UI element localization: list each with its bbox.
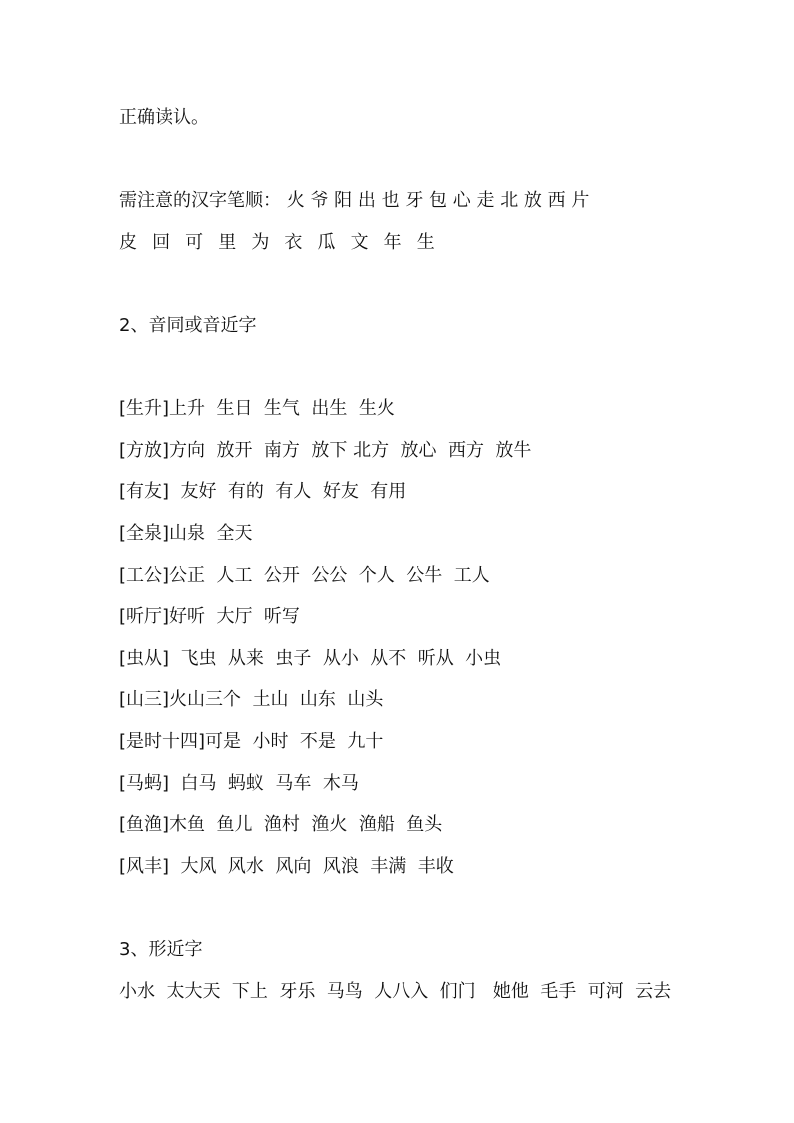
similar-shape-line: 小水 太大天 下上 牙乐 马鸟 人八入 们门 她他 毛手 可河 云去 (119, 981, 672, 1002)
section-2-heading: 2、音同或音近字 (119, 315, 257, 336)
homophone-row: [有友] 友好 有的 有人 好友 有用 (119, 481, 407, 502)
homophone-row: [马蚂] 白马 蚂蚁 马车 木马 (119, 773, 359, 794)
homophone-row: [虫从] 飞虫 从来 虫子 从小 从不 听从 小虫 (119, 648, 502, 669)
homophone-row: [生升]上升 生日 生气 出生 生火 (119, 398, 395, 419)
homophone-row: [听厅]好听 大厅 听写 (119, 606, 300, 627)
homophone-row: [是时十四]可是 小时 不是 九十 (119, 731, 384, 752)
homophone-row: [方放]方向 放开 南方 放下 北方 放心 西方 放牛 (119, 440, 532, 461)
homophone-row: [全泉]山泉 全天 (119, 523, 253, 544)
homophone-row: [工公]公正 人工 公开 公公 个人 公牛 工人 (119, 565, 490, 586)
homophone-row: [鱼渔]木鱼 鱼儿 渔村 渔火 渔船 鱼头 (119, 814, 443, 835)
homophone-row: [山三]火山三个 土山 山东 山头 (119, 689, 384, 710)
stroke-order-line-1: 需注意的汉字笔顺： 火 爷 阳 出 也 牙 包 心 走 北 放 西 片 (119, 190, 590, 211)
homophone-row: [风丰] 大风 风水 风向 风浪 丰满 丰收 (119, 856, 454, 877)
intro-line: 正确读认。 (119, 107, 209, 128)
section-3-heading: 3、形近字 (119, 939, 203, 960)
stroke-order-line-2: 皮 回 可 里 为 衣 瓜 文 年 生 (119, 232, 440, 253)
